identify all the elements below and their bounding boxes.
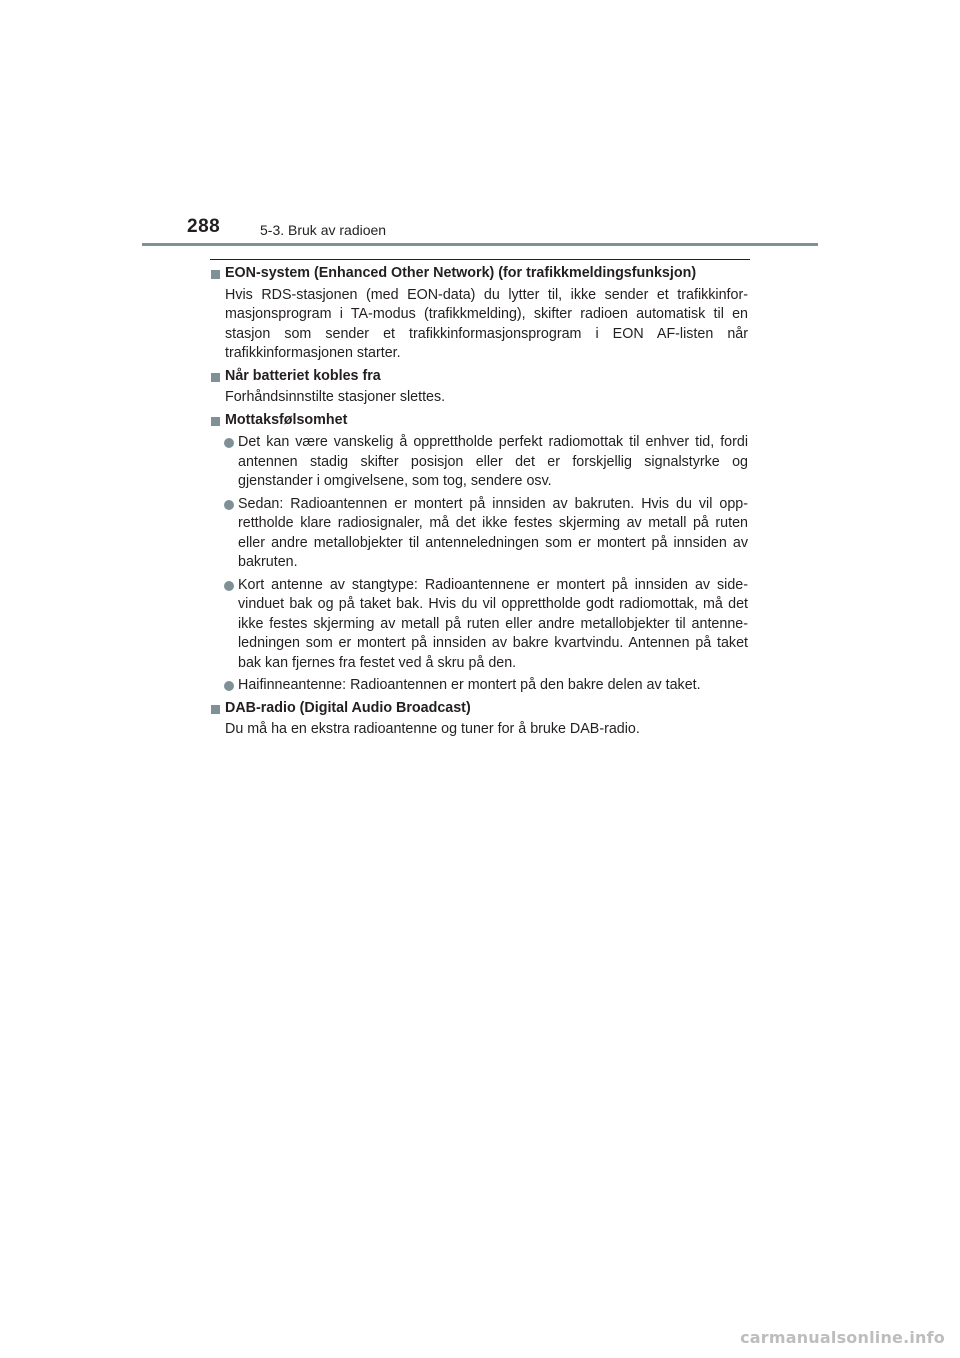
section-heading — [210, 411, 748, 431]
bullet-text: Sedan: Radioantennen er montert på innsiden av bakruten. Hvis du vil opp-rettholde klare radiosignaler, må det ikke festes skjerming av metall på ruten eller andre metallobjekter til antenneledningen som er montert på innsiden av bakruten. — [238, 495, 748, 570]
content — [210, 264, 748, 743]
bullet-item — [210, 495, 748, 573]
section-eon-system — [210, 264, 748, 364]
section-heading — [210, 699, 748, 719]
bullet-text: Det kan være vanskelig å opprettholde perfekt radiomottak til enhver tid, fordi antennen stadig skifter posisjon eller det er forskjellig signalstyrke og gjenstander i omgivelsene, som tog, sendere osv. — [238, 434, 748, 489]
square-bullet-icon — [211, 705, 220, 714]
content-rule — [210, 259, 750, 260]
section-title: 5-3. Bruk av radioen — [260, 222, 387, 238]
section-heading — [210, 367, 748, 387]
heading-text: DAB-radio (Digital Audio Broadcast) — [225, 699, 471, 716]
bullet-item — [210, 576, 748, 674]
section-dab-radio — [210, 699, 748, 740]
page-number: 288 — [187, 216, 221, 237]
section-paragraph: Du må ha en ekstra radioantenne og tuner for å bruke DAB-radio. — [225, 721, 640, 737]
circle-bullet-icon — [224, 581, 234, 591]
header-rule — [142, 243, 818, 246]
square-bullet-icon — [211, 270, 220, 279]
section-reception — [210, 411, 748, 696]
section-paragraph: Forhåndsinnstilte stasjoner slettes. — [225, 389, 446, 405]
bullet-text: Haifinneantenne: Radioantennen er montert på den bakre delen av taket. — [238, 677, 701, 693]
bullet-text: Kort antenne av stangtype: Radioantennene er montert på innsiden av side-vinduet bak og på taket bak. Hvis du vil opprettholde godt radiomottak, må det ikke festes skjerming av metall på ruten eller andre metallobjekter til antenne-ledningen som er montert på innsiden av bakre kvartvindu. Antennen på taket bak kan fjernes fra festet ved å skru på den. — [238, 576, 748, 671]
bullet-item — [210, 676, 748, 696]
heading-text: Mottaksfølsomhet — [225, 411, 348, 428]
circle-bullet-icon — [224, 438, 234, 448]
circle-bullet-icon — [224, 500, 234, 510]
section-battery — [210, 367, 748, 408]
heading-text: Når batteriet kobles fra — [225, 367, 381, 384]
square-bullet-icon — [211, 373, 220, 382]
section-paragraph: Hvis RDS-stasjonen (med EON-data) du lytter til, ikke sender et trafikkinfor-masjonsprogram i TA-modus (trafikkmelding), skifter radioen automatisk til en stasjon som sender et trafikkinformasjonsprogram i EON AF-listen når trafikkinformasjonen starter. — [225, 286, 748, 361]
section-heading — [210, 264, 748, 284]
watermark-link[interactable]: carmanualsonline.info — [740, 1327, 945, 1347]
bullet-item — [210, 433, 748, 492]
heading-text: EON-system (Enhanced Other Network) (for trafikkmeldingsfunksjon) — [225, 265, 697, 281]
circle-bullet-icon — [224, 681, 234, 691]
square-bullet-icon — [211, 417, 220, 426]
